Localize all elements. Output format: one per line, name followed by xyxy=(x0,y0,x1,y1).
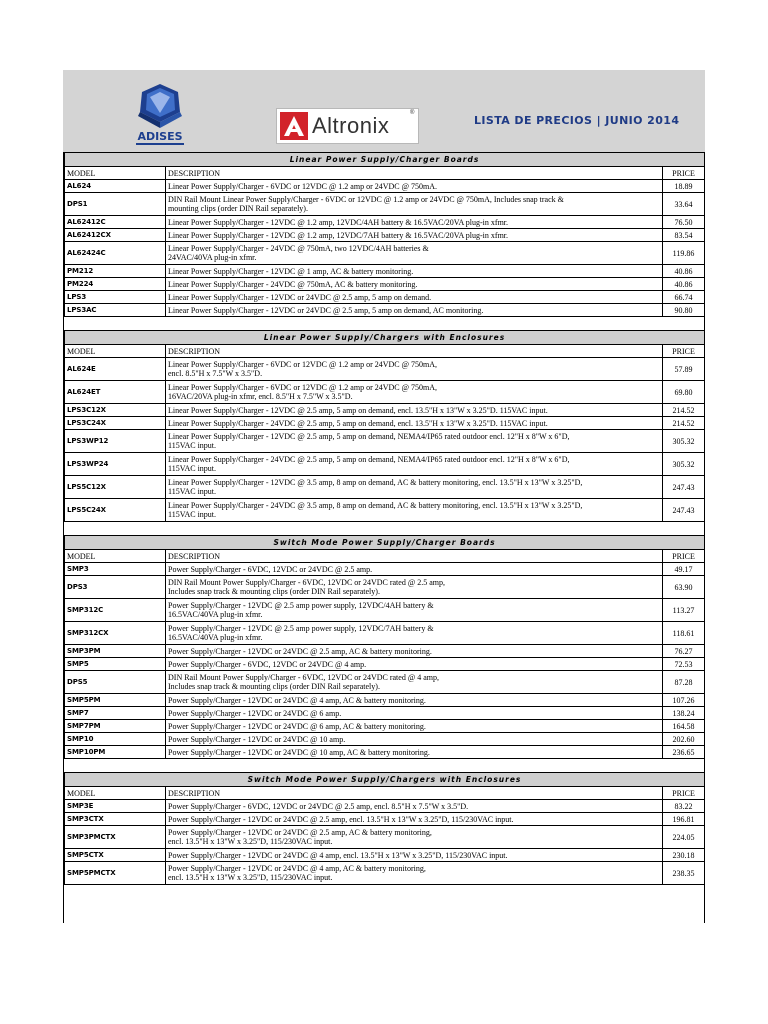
description-line: Power Supply/Charger - 12VDC or 24VDC @ 2.5 amp, encl. 13.5"H x 13"W x 3.25"D, 115/230VAC input. xyxy=(168,814,514,824)
column-header-row xyxy=(65,345,705,358)
section-title: Switch Mode Power Supply/Chargers with Enclosures xyxy=(65,773,705,787)
model-cell: SMP312CX xyxy=(65,622,166,645)
description-line: Linear Power Supply/Charger - 24VDC @ 3.5 amp, 8 amp on demand, AC & battery monitoring, encl. 13.5"H x 13"W x 3.25"D, xyxy=(168,501,583,510)
description-line: 16.5VAC/40VA plug-in xfmr. xyxy=(168,633,263,642)
price-cell: 72.53 xyxy=(663,658,705,671)
model-cell: SMP7PM xyxy=(65,720,166,733)
table-row xyxy=(65,800,705,813)
table-row xyxy=(65,862,705,885)
column-header-row xyxy=(65,787,705,800)
description-line: encl. 8.5"H x 7.5"W x 3.5"D. xyxy=(168,369,263,378)
table-row xyxy=(65,813,705,826)
spacer-cell xyxy=(65,522,705,536)
price-cell: 247.43 xyxy=(663,499,705,522)
description-line: Power Supply/Charger - 12VDC or 24VDC @ 6 amp, AC & battery monitoring. xyxy=(168,721,426,731)
table-row xyxy=(65,694,705,707)
description-line: 115VAC input. xyxy=(168,464,217,473)
description-line: Power Supply/Charger - 12VDC @ 2.5 amp power supply, 12VDC/7AH battery & xyxy=(168,624,434,633)
model-cell: LPS3WP12 xyxy=(65,430,166,453)
model-cell: LPS3 xyxy=(65,291,166,304)
price-cell: 18.89 xyxy=(663,180,705,193)
price-cell: 214.52 xyxy=(663,417,705,430)
model-cell: SMP5PM xyxy=(65,694,166,707)
description-cell xyxy=(166,694,663,707)
description-cell xyxy=(166,826,663,849)
column-header-model: MODEL xyxy=(65,550,166,563)
column-header-model: MODEL xyxy=(65,167,166,180)
description-line: 24VAC/40VA plug-in xfmr. xyxy=(168,253,257,262)
column-header-description: DESCRIPTION xyxy=(166,345,663,358)
description-line: Linear Power Supply/Charger - 12VDC @ 1.2 amp, 12VDC/4AH battery & 16.5VAC/20VA plug-in xfmr. xyxy=(168,217,509,227)
column-header-description: DESCRIPTION xyxy=(166,787,663,800)
price-cell: 40.86 xyxy=(663,265,705,278)
section-spacer xyxy=(65,522,705,536)
description-cell xyxy=(166,599,663,622)
description-line: Linear Power Supply/Charger - 24VDC @ 750mA, AC & battery monitoring. xyxy=(168,279,418,289)
table-row xyxy=(65,499,705,522)
column-header-model: MODEL xyxy=(65,345,166,358)
description-cell xyxy=(166,733,663,746)
altronix-logo xyxy=(276,108,419,144)
price-cell: 87.28 xyxy=(663,671,705,694)
description-line: Power Supply/Charger - 12VDC @ 2.5 amp power supply, 12VDC/4AH battery & xyxy=(168,601,434,610)
price-cell: 107.26 xyxy=(663,694,705,707)
table-row xyxy=(65,193,705,216)
table-row xyxy=(65,576,705,599)
price-cell: 238.35 xyxy=(663,862,705,885)
description-cell xyxy=(166,671,663,694)
description-line: encl. 13.5"H x 13"W x 3.25"D, 115/230VAC input. xyxy=(168,837,333,846)
column-header-description: DESCRIPTION xyxy=(166,167,663,180)
column-header-model: MODEL xyxy=(65,787,166,800)
description-line: mounting clips (order DIN Rail separately). xyxy=(168,204,308,213)
table-row xyxy=(65,733,705,746)
price-cell: 196.81 xyxy=(663,813,705,826)
description-line: DIN Rail Mount Power Supply/Charger - 6VDC, 12VDC or 24VDC rated @ 4 amp, xyxy=(168,673,439,682)
description-cell xyxy=(166,278,663,291)
section-title: Linear Power Supply/Charger Boards xyxy=(65,153,705,167)
price-cell: 305.32 xyxy=(663,430,705,453)
table-row xyxy=(65,707,705,720)
description-line: Linear Power Supply/Charger - 6VDC or 12VDC @ 1.2 amp or 24VDC @ 750mA, xyxy=(168,383,438,392)
description-line: Linear Power Supply/Charger - 12VDC @ 2.5 amp, 5 amp on demand, encl. 13.5"H x 13"W x 3.25"D. 115VAC input. xyxy=(168,405,548,415)
table-row xyxy=(65,476,705,499)
section-header xyxy=(65,773,705,787)
table-row xyxy=(65,242,705,265)
description-cell xyxy=(166,453,663,476)
model-cell: SMP5PMCTX xyxy=(65,862,166,885)
model-cell: DPS1 xyxy=(65,193,166,216)
price-cell: 230.18 xyxy=(663,849,705,862)
table-row xyxy=(65,216,705,229)
price-cell: 113.27 xyxy=(663,599,705,622)
table-row xyxy=(65,622,705,645)
table-row xyxy=(65,381,705,404)
description-cell xyxy=(166,800,663,813)
table-row xyxy=(65,453,705,476)
table-row xyxy=(65,746,705,759)
price-cell: 214.52 xyxy=(663,404,705,417)
description-cell xyxy=(166,180,663,193)
description-line: Linear Power Supply/Charger - 12VDC @ 1 amp, AC & battery monitoring. xyxy=(168,266,414,276)
column-header-row xyxy=(65,167,705,180)
table-row xyxy=(65,563,705,576)
table-row xyxy=(65,430,705,453)
price-cell: 49.17 xyxy=(663,563,705,576)
model-cell: AL62424C xyxy=(65,242,166,265)
description-line: Power Supply/Charger - 12VDC or 24VDC @ 6 amp. xyxy=(168,708,342,718)
price-cell: 164.58 xyxy=(663,720,705,733)
model-cell: SMP5 xyxy=(65,658,166,671)
section-header xyxy=(65,331,705,345)
description-cell xyxy=(166,658,663,671)
price-cell: 83.54 xyxy=(663,229,705,242)
table-row xyxy=(65,720,705,733)
description-line: Linear Power Supply/Charger - 12VDC or 24VDC @ 2.5 amp, 5 amp on demand. xyxy=(168,292,432,302)
spacer-cell xyxy=(65,759,705,773)
table-row xyxy=(65,417,705,430)
price-cell: 66.74 xyxy=(663,291,705,304)
description-cell xyxy=(166,622,663,645)
price-cell: 224.05 xyxy=(663,826,705,849)
price-cell: 57.89 xyxy=(663,358,705,381)
description-cell xyxy=(166,849,663,862)
description-line: Linear Power Supply/Charger - 24VDC @ 750mA, two 12VDC/4AH batteries & xyxy=(168,244,429,253)
model-cell: SMP10 xyxy=(65,733,166,746)
column-header-price: PRICE xyxy=(663,345,705,358)
model-cell: SMP3E xyxy=(65,800,166,813)
price-table-container xyxy=(63,152,705,923)
description-line: Includes snap track & mounting clips (order DIN Rail separately). xyxy=(168,682,380,691)
column-header-price: PRICE xyxy=(663,787,705,800)
description-cell xyxy=(166,216,663,229)
model-cell: AL62412C xyxy=(65,216,166,229)
adises-logo-icon xyxy=(128,82,192,150)
price-cell: 202.60 xyxy=(663,733,705,746)
table-row xyxy=(65,358,705,381)
column-header-row xyxy=(65,550,705,563)
price-cell: 119.86 xyxy=(663,242,705,265)
table-row xyxy=(65,278,705,291)
model-cell: LPS5C12X xyxy=(65,476,166,499)
description-line: Power Supply/Charger - 12VDC or 24VDC @ 2.5 amp, AC & battery monitoring, xyxy=(168,828,432,837)
description-cell xyxy=(166,404,663,417)
model-cell: SMP10PM xyxy=(65,746,166,759)
description-cell xyxy=(166,707,663,720)
model-cell: SMP3PM xyxy=(65,645,166,658)
description-cell xyxy=(166,358,663,381)
table-row xyxy=(65,849,705,862)
table-row xyxy=(65,265,705,278)
description-cell xyxy=(166,862,663,885)
price-cell: 236.65 xyxy=(663,746,705,759)
section-title: Switch Mode Power Supply/Charger Boards xyxy=(65,536,705,550)
description-line: Linear Power Supply/Charger - 12VDC @ 1.2 amp, 12VDC/7AH battery & 16.5VAC/20VA plug-in xfmr. xyxy=(168,230,509,240)
price-cell: 305.32 xyxy=(663,453,705,476)
table-row xyxy=(65,599,705,622)
price-table xyxy=(64,152,705,885)
description-cell xyxy=(166,229,663,242)
description-cell xyxy=(166,645,663,658)
table-row xyxy=(65,304,705,317)
model-cell: PM224 xyxy=(65,278,166,291)
price-cell: 118.61 xyxy=(663,622,705,645)
description-cell xyxy=(166,720,663,733)
description-cell xyxy=(166,430,663,453)
model-cell: AL62412CX xyxy=(65,229,166,242)
description-line: 115VAC input. xyxy=(168,487,217,496)
table-row xyxy=(65,180,705,193)
model-cell: DPS5 xyxy=(65,671,166,694)
model-cell: LPS5C24X xyxy=(65,499,166,522)
altronix-wordmark: Altronix xyxy=(312,113,390,138)
price-cell: 76.27 xyxy=(663,645,705,658)
price-cell: 76.50 xyxy=(663,216,705,229)
model-cell: SMP312C xyxy=(65,599,166,622)
description-line: Includes snap track & mounting clips (order DIN Rail separately). xyxy=(168,587,380,596)
price-cell: 83.22 xyxy=(663,800,705,813)
adises-logo-text: ADISES xyxy=(137,130,183,143)
model-cell: PM212 xyxy=(65,265,166,278)
description-cell xyxy=(166,193,663,216)
description-cell xyxy=(166,381,663,404)
description-line: DIN Rail Mount Power Supply/Charger - 6VDC, 12VDC or 24VDC rated @ 2.5 amp, xyxy=(168,578,445,587)
price-cell: 69.80 xyxy=(663,381,705,404)
description-cell xyxy=(166,304,663,317)
description-line: Power Supply/Charger - 6VDC, 12VDC or 24VDC @ 4 amp. xyxy=(168,659,367,669)
description-cell xyxy=(166,563,663,576)
description-line: Linear Power Supply/Charger - 6VDC or 12VDC @ 1.2 amp or 24VDC @ 750mA, xyxy=(168,360,438,369)
table-row xyxy=(65,229,705,242)
model-cell: SMP5CTX xyxy=(65,849,166,862)
description-cell xyxy=(166,576,663,599)
price-cell: 138.24 xyxy=(663,707,705,720)
description-line: Power Supply/Charger - 12VDC or 24VDC @ 2.5 amp, AC & battery monitoring. xyxy=(168,646,432,656)
section-spacer xyxy=(65,759,705,773)
section-title: Linear Power Supply/Chargers with Enclosures xyxy=(65,331,705,345)
description-cell xyxy=(166,499,663,522)
description-cell xyxy=(166,242,663,265)
model-cell: SMP7 xyxy=(65,707,166,720)
model-cell: LPS3C12X xyxy=(65,404,166,417)
model-cell: LPS3C24X xyxy=(65,417,166,430)
section-header xyxy=(65,153,705,167)
description-cell xyxy=(166,476,663,499)
description-line: Linear Power Supply/Charger - 12VDC or 24VDC @ 2.5 amp, 5 amp on demand, AC monitoring. xyxy=(168,305,484,315)
description-line: Power Supply/Charger - 12VDC or 24VDC @ 4 amp, encl. 13.5"H x 13"W x 3.25"D, 115/230VAC input. xyxy=(168,850,508,860)
model-cell: DPS3 xyxy=(65,576,166,599)
model-cell: AL624 xyxy=(65,180,166,193)
price-cell: 90.80 xyxy=(663,304,705,317)
description-cell xyxy=(166,813,663,826)
description-cell xyxy=(166,265,663,278)
table-row xyxy=(65,826,705,849)
description-line: encl. 13.5"H x 13"W x 3.25"D, 115/230VAC input. xyxy=(168,873,333,882)
description-cell xyxy=(166,746,663,759)
section-spacer xyxy=(65,317,705,331)
description-line: Power Supply/Charger - 12VDC or 24VDC @ 4 amp, AC & battery monitoring. xyxy=(168,695,426,705)
description-line: Power Supply/Charger - 12VDC or 24VDC @ 10 amp, AC & battery monitoring. xyxy=(168,747,430,757)
column-header-price: PRICE xyxy=(663,550,705,563)
description-line: Power Supply/Charger - 6VDC, 12VDC or 24VDC @ 2.5 amp, encl. 8.5"H x 7.5"W x 3.5"D. xyxy=(168,801,469,811)
table-row xyxy=(65,658,705,671)
model-cell: SMP3CTX xyxy=(65,813,166,826)
description-line: 16.5VAC/40VA plug-in xfmr. xyxy=(168,610,263,619)
spacer-cell xyxy=(65,317,705,331)
column-header-description: DESCRIPTION xyxy=(166,550,663,563)
model-cell: LPS3WP24 xyxy=(65,453,166,476)
description-line: Power Supply/Charger - 12VDC or 24VDC @ 4 amp, AC & battery monitoring, xyxy=(168,864,426,873)
price-cell: 63.90 xyxy=(663,576,705,599)
model-cell: LPS3AC xyxy=(65,304,166,317)
description-line: Power Supply/Charger - 12VDC or 24VDC @ 10 amp. xyxy=(168,734,346,744)
description-line: Linear Power Supply/Charger - 24VDC @ 2.5 amp, 5 amp on demand, encl. 13.5"H x 13"W x 3.25"D. 115VAC input. xyxy=(168,418,548,428)
table-row xyxy=(65,404,705,417)
model-cell: SMP3PMCTX xyxy=(65,826,166,849)
registered-mark: ® xyxy=(410,110,415,116)
description-line: 115VAC input. xyxy=(168,441,217,450)
table-row xyxy=(65,291,705,304)
description-line: Linear Power Supply/Charger - 6VDC or 12VDC @ 1.2 amp or 24VDC @ 750mA. xyxy=(168,181,438,191)
description-line: DIN Rail Mount Linear Power Supply/Charger - 6VDC or 12VDC @ 1.2 amp or 24VDC @ 750mA, Includes snap track & xyxy=(168,195,564,204)
model-cell: AL624ET xyxy=(65,381,166,404)
model-cell: AL624E xyxy=(65,358,166,381)
model-cell: SMP3 xyxy=(65,563,166,576)
section-header xyxy=(65,536,705,550)
description-line: Linear Power Supply/Charger - 12VDC @ 2.5 amp, 5 amp on demand, NEMA4/IP65 rated outdoor encl. 12"H x 8"W x 6"D, xyxy=(168,432,570,441)
description-line: 16VAC/20VA plug-in xfmr, encl. 8.5"H x 7.5"W x 3.5"D. xyxy=(168,392,353,401)
description-line: Power Supply/Charger - 6VDC, 12VDC or 24VDC @ 2.5 amp. xyxy=(168,564,373,574)
price-cell: 33.64 xyxy=(663,193,705,216)
column-header-price: PRICE xyxy=(663,167,705,180)
table-row xyxy=(65,671,705,694)
price-cell: 40.86 xyxy=(663,278,705,291)
description-cell xyxy=(166,291,663,304)
description-cell xyxy=(166,417,663,430)
table-row xyxy=(65,645,705,658)
altronix-a-icon xyxy=(280,112,308,140)
description-line: 115VAC input. xyxy=(168,510,217,519)
price-list-title: LISTA DE PRECIOS | JUNIO 2014 xyxy=(474,114,680,127)
price-cell: 247.43 xyxy=(663,476,705,499)
description-line: Linear Power Supply/Charger - 12VDC @ 3.5 amp, 8 amp on demand, AC & battery monitoring, encl. 13.5"H x 13"W x 3.25"D, xyxy=(168,478,583,487)
description-line: Linear Power Supply/Charger - 24VDC @ 2.5 amp, 5 amp on demand, NEMA4/IP65 rated outdoor encl. 12"H x 8"W x 6"D, xyxy=(168,455,570,464)
